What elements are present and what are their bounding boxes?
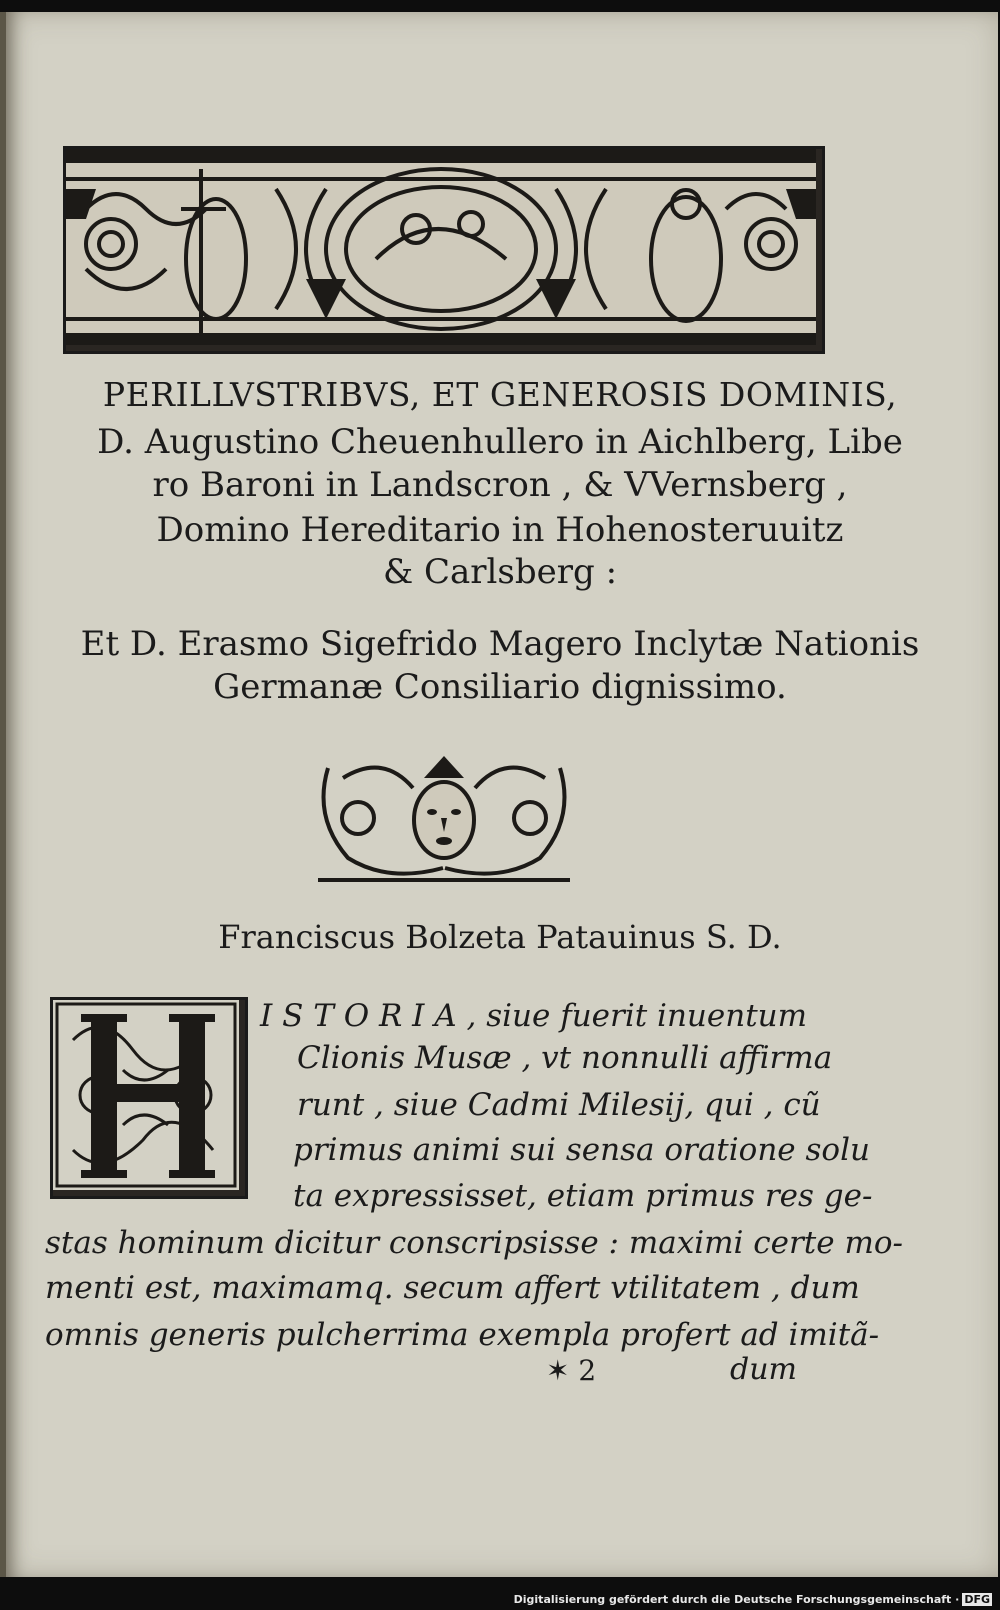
dedication-line-5: & Carlsberg :	[382, 552, 618, 592]
dfg-logo: DFG	[964, 1593, 990, 1606]
footer-text: Digitalisierung gefördert durch die Deutsche Forschungsgemeinschaft ·	[513, 1593, 960, 1606]
dedication-line-2: D. Augustino Cheuenhullero in Aichlberg, Libe	[97, 422, 903, 462]
body-line-8: omnis generis pulcherrima exempla profert ad imitã-	[45, 1317, 880, 1353]
body-line-5: ta expressisset, etiam primus res ge-	[293, 1178, 873, 1214]
dedication-line-6: Et D. Erasmo Sigefrido Magero Inclytæ Nationis	[80, 624, 920, 664]
decorated-initial-h	[50, 997, 248, 1199]
dedication-line-4: Domino Hereditario in Hohenosteruuitz	[156, 510, 844, 550]
author-greeting: Franciscus Bolzeta Patauinus S. D.	[218, 918, 782, 956]
mask-fleuron-ornament	[313, 748, 575, 886]
body-line-7: menti est, maximamq. secum affert vtilitatem , dum	[45, 1270, 860, 1306]
body-line-3: runt , siue Cadmi Milesij, qui , cũ	[297, 1087, 821, 1123]
body-line-6: stas hominum dicitur conscripsisse : maximi certe mo-	[45, 1225, 903, 1261]
dedication-line-1: PERILLVSTRIBVS, ET GENEROSIS DOMINIS,	[102, 375, 898, 414]
dedication-line-3: ro Baroni in Landscron , & VVernsberg ,	[152, 465, 848, 505]
signature-mark: ✶ 2	[546, 1354, 597, 1387]
body-line-1: I S T O R I A , siue fuerit inuentum	[260, 998, 808, 1034]
body-line-4: primus animi sui sensa oratione solu	[293, 1132, 870, 1168]
digitization-footer	[514, 1593, 992, 1606]
headpiece-woodcut	[63, 146, 825, 354]
body-line-2: Clionis Musæ , vt nonnulli affirma	[297, 1040, 833, 1076]
dedication-line-7: Germanæ Consiliario dignissimo.	[213, 667, 787, 707]
catchword: dum	[730, 1352, 797, 1387]
